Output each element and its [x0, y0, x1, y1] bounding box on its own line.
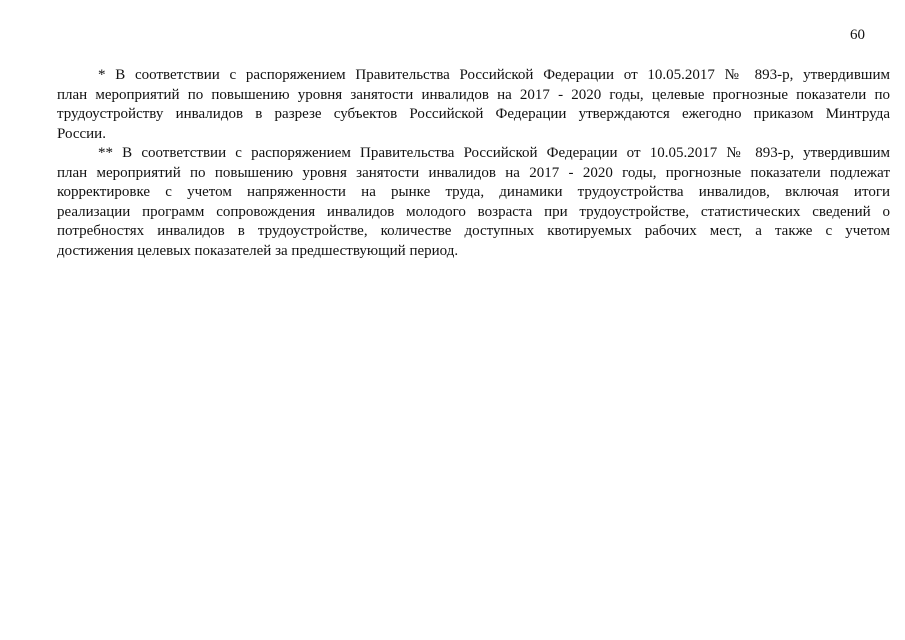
- footnote-line: достижения целевых показателей за предшествующий период.: [57, 242, 459, 259]
- footnote-line: реализации программ сопровождения инвалидов молодого возраста при трудоустройстве, статистических сведений о: [57, 203, 890, 220]
- footnote-line: трудоустройству инвалидов в разрезе субъектов Российской Федерации утверждаются ежегодно приказом Минтруда: [57, 106, 890, 122]
- footnote-paragraph: [57, 144, 890, 261]
- page-number: 60: [850, 27, 865, 43]
- footnote-line: ** В соответствии с распоряжением Правительства Российской Федерации от 10.05.2017 № 893-р, утвердившим: [98, 145, 890, 161]
- footnotes-section: [57, 66, 890, 261]
- footnote-line: корректировке с учетом напряженности на рынке труда, динамики трудоустройства инвалидов, включая итоги: [57, 184, 890, 200]
- footnote-line: * В соответствии с распоряжением Правительства Российской Федерации от 10.05.2017 № 893-р, утвердившим: [98, 67, 890, 83]
- footnote-line: план мероприятий по повышению уровня занятости инвалидов на 2017 - 2020 годы, целевые прогнозные показатели по: [57, 86, 890, 103]
- footnote-line: потребностях инвалидов в трудоустройстве, количестве доступных квотируемых рабочих мест, а также с учетом: [57, 223, 890, 239]
- footnote-line: России.: [57, 125, 106, 142]
- footnote-line: план мероприятий по повышению уровня занятости инвалидов на 2017 - 2020 годы, прогнозные показатели подлежат: [57, 164, 890, 181]
- footnote-paragraph: [57, 66, 890, 144]
